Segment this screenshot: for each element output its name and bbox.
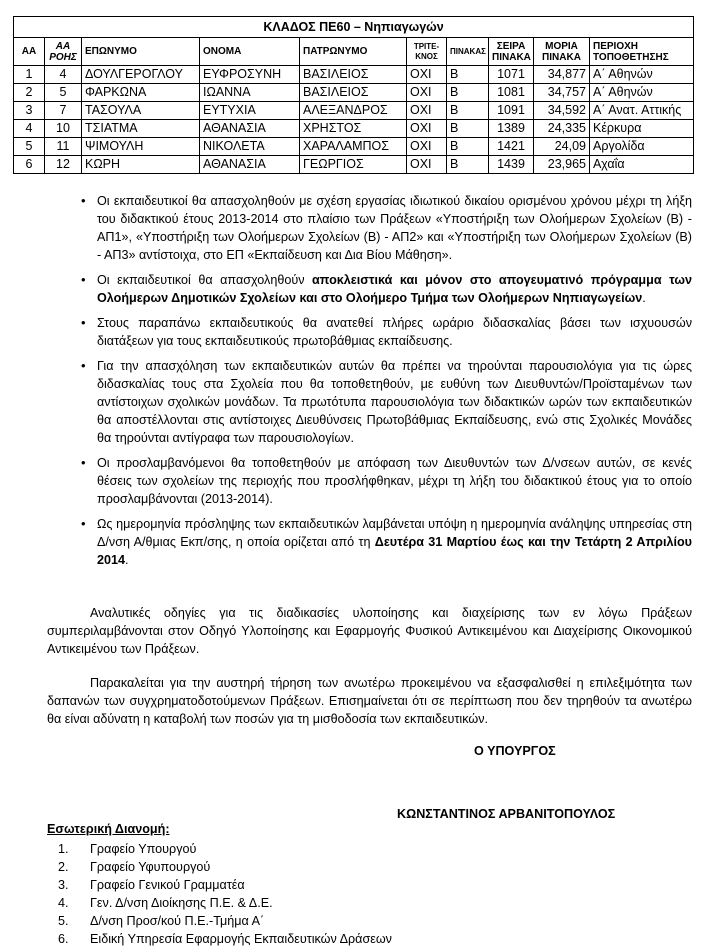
cell-aa-rois: 10 bbox=[45, 120, 82, 138]
condition-item bbox=[97, 192, 692, 264]
condition-item bbox=[97, 515, 692, 569]
cell-eponymo: ΚΩΡΗ bbox=[82, 156, 200, 174]
distribution-number: 6. bbox=[58, 932, 69, 946]
table-row bbox=[14, 120, 694, 138]
cell-aa-rois: 12 bbox=[45, 156, 82, 174]
cell-triteknos: ΟΧΙ bbox=[407, 120, 447, 138]
distribution-item bbox=[47, 858, 392, 876]
table-row bbox=[14, 138, 694, 156]
condition-text: Οι εκπαιδευτικοί θα απασχοληθούν bbox=[97, 273, 313, 287]
distribution-label: Γραφείο Υφυπουργού bbox=[90, 860, 211, 874]
signature-name: ΚΩΝΣΤΑΝΤΙΝΟΣ ΑΡΒΑΝΙΤΟΠΟΥΛΟΣ bbox=[397, 807, 616, 821]
cell-moria: 34,877 bbox=[534, 66, 590, 84]
cell-onoma: ΕΥΦΡΟΣΥΝΗ bbox=[200, 66, 300, 84]
guidelines-paragraph: Αναλυτικές οδηγίες για τις διαδικασίες υλοποίησης και διαχείρισης των εν λόγω Πράξεων συμπεριλαμβάνονται στον Οδηγό Υλοποίησης και Εφαρμογής Φυσικού Αντικειμένου και Διαχείρισης Οικονομικού Αντικειμένου των Πράξεων. bbox=[47, 606, 692, 656]
distribution-label: Ειδική Υπηρεσία Εφαρμογής Εκπαιδευτικών Δράσεων bbox=[90, 932, 392, 946]
cell-pinakas: Β bbox=[447, 66, 489, 84]
cell-moria: 34,757 bbox=[534, 84, 590, 102]
distribution-item bbox=[47, 894, 392, 912]
cell-aa-rois: 5 bbox=[45, 84, 82, 102]
distribution-label: Δ/νση Προσ/κού Π.Ε.-Τμήμα Α΄ bbox=[90, 914, 265, 928]
hiring-table bbox=[13, 16, 694, 174]
cell-seira: 1439 bbox=[489, 156, 534, 174]
compliance-paragraph: Παρακαλείται για την αυστηρή τήρηση των ανωτέρω προκειμένου να εξασφαλισθεί η επιλεξιμότητα των δαπανών των συγχρηματοδοτούμενων Πράξεων. Επισημαίνεται ότι σε περίπτωση που δεν τηρηθούν τα ανωτέρω θα είναι αδύνατη η καταβολή των ποσών για τη μισθοδοσία των εκπαιδευτικών. bbox=[47, 676, 692, 726]
table-caption: ΚΛΑΔΟΣ ΠΕ60 – Νηπιαγωγών bbox=[14, 17, 694, 38]
table-row bbox=[14, 84, 694, 102]
cell-patronymo: ΒΑΣΙΛΕΙΟΣ bbox=[300, 66, 407, 84]
cell-seira: 1091 bbox=[489, 102, 534, 120]
cell-seira: 1389 bbox=[489, 120, 534, 138]
distribution-item bbox=[47, 876, 392, 894]
cell-moria: 24,335 bbox=[534, 120, 590, 138]
cell-perioxi: Α΄ Αθηνών bbox=[590, 66, 694, 84]
distribution-item bbox=[47, 840, 392, 858]
cell-onoma: ΑΘΑΝΑΣΙΑ bbox=[200, 120, 300, 138]
condition-item bbox=[97, 314, 692, 350]
cell-seira: 1081 bbox=[489, 84, 534, 102]
cell-triteknos: ΟΧΙ bbox=[407, 102, 447, 120]
cell-moria: 23,965 bbox=[534, 156, 590, 174]
cell-triteknos: ΟΧΙ bbox=[407, 138, 447, 156]
condition-text: . bbox=[125, 553, 129, 567]
cell-triteknos: ΟΧΙ bbox=[407, 84, 447, 102]
cell-aa: 3 bbox=[14, 102, 45, 120]
distribution-item bbox=[47, 930, 392, 948]
cell-moria: 34,592 bbox=[534, 102, 590, 120]
cell-aa: 1 bbox=[14, 66, 45, 84]
distribution-label: Γεν. Δ/νση Διοίκησης Π.Ε. & Δ.Ε. bbox=[90, 896, 273, 910]
condition-item bbox=[97, 271, 692, 307]
cell-aa-rois: 4 bbox=[45, 66, 82, 84]
cell-pinakas: Β bbox=[447, 84, 489, 102]
cell-pinakas: Β bbox=[447, 138, 489, 156]
condition-text: . bbox=[642, 291, 646, 305]
cell-perioxi: Κέρκυρα bbox=[590, 120, 694, 138]
table-header-row bbox=[14, 38, 694, 66]
cell-aa-rois: 7 bbox=[45, 102, 82, 120]
cell-pinakas: Β bbox=[447, 102, 489, 120]
cell-onoma: ΕΥΤΥΧΙΑ bbox=[200, 102, 300, 120]
header-moria: ΜΟΡΙΑ ΠΙΝΑΚΑ bbox=[534, 38, 590, 66]
cell-triteknos: ΟΧΙ bbox=[407, 156, 447, 174]
cell-perioxi: Α΄ Ανατ. Αττικής bbox=[590, 102, 694, 120]
cell-seira: 1071 bbox=[489, 66, 534, 84]
condition-text: Για την απασχόληση των εκπαιδευτικών αυτών θα πρέπει να τηρούνται παρουσιολόγια για τις ώρες διδασκαλίας τους στα Σχολεία που θα τοποθετηθούν, με ευθύνη των Διευθυντών/Προϊσταμένων των αντίστοιχων σχολικών μονάδων. Τα πρωτότυπα παρουσιολόγια των διδακτικών ωρών των εκπαιδευτικών θα αποστέλλονται στις αντίστοιχες Διευθύνσεις Πρωτοβάθμιας Εκπαίδευσης, ενώ στις Σχολικές Μονάδες θα τηρούνται αντίγραφα των παρουσιολογίων. bbox=[97, 359, 692, 445]
cell-patronymo: ΧΑΡΑΛΑΜΠΟΣ bbox=[300, 138, 407, 156]
distribution-number: 2. bbox=[58, 860, 69, 874]
table-body bbox=[14, 66, 694, 174]
cell-patronymo: ΧΡΗΣΤΟΣ bbox=[300, 120, 407, 138]
cell-perioxi: Α΄ Αθηνών bbox=[590, 84, 694, 102]
cell-patronymo: ΑΛΕΞΑΝΔΡΟΣ bbox=[300, 102, 407, 120]
cell-pinakas: Β bbox=[447, 120, 489, 138]
cell-seira: 1421 bbox=[489, 138, 534, 156]
cell-eponymo: ΤΣΙΑΤΜΑ bbox=[82, 120, 200, 138]
cell-aa: 5 bbox=[14, 138, 45, 156]
distribution-title: Εσωτερική Διανομή: bbox=[47, 822, 170, 836]
cell-aa: 2 bbox=[14, 84, 45, 102]
condition-text: Οι εκπαιδευτικοί θα απασχοληθούν με σχέση εργασίας ιδιωτικού δικαίου ορισμένου χρόνου μέχρι τη λήξη του διδακτικού έτους 2013-2014 στο πλαίσιο των Πράξεων «Υποστήριξη των Ολοήμερων Σχολείων (Β) - ΑΠ1», «Υποστήριξη των Ολοήμερων Σχολείων (Β) - ΑΠ2» και «Υποστήριξη των Ολοήμερων Σχολείων (Β) - ΑΠ3» αντίστοιχα, στο ΕΠ «Εκπαίδευση και Δια Βίου Μάθηση». bbox=[97, 194, 692, 262]
distribution-item bbox=[47, 912, 392, 930]
cell-eponymo: ΦΑΡΚΩΝΑ bbox=[82, 84, 200, 102]
condition-item bbox=[97, 454, 692, 508]
condition-emphasis: αποκλειστικά και μόνον στο απογευματινό πρόγραμμα των Ολοήμερων Δημοτικών Σχολείων και στο Ολοήμερο Τμήμα των Ολοήμερων Νηπιαγωγείων bbox=[97, 273, 692, 305]
distribution-label: Γραφείο Υπουργού bbox=[90, 842, 197, 856]
condition-text: Ως ημερομηνία πρόσληψης των εκπαιδευτικών λαμβάνεται υπόψη η ημερομηνία ανάληψης υπηρεσίας στη Δ/νση Α/θμιας Εκπ/σης, η οποία ορίζεται από τη bbox=[97, 517, 692, 549]
cell-onoma: ΑΘΑΝΑΣΙΑ bbox=[200, 156, 300, 174]
cell-patronymo: ΓΕΩΡΓΙΟΣ bbox=[300, 156, 407, 174]
distribution-number: 3. bbox=[58, 878, 69, 892]
cell-triteknos: ΟΧΙ bbox=[407, 66, 447, 84]
cell-perioxi: Αχαΐα bbox=[590, 156, 694, 174]
condition-text: Στους παραπάνω εκπαιδευτικούς θα ανατεθεί πλήρες ωράριο διδασκαλίας βάσει των ισχυουσών διατάξεων για τους εκπαιδευτικούς πρωτοβάθμιας εκπαίδευσης. bbox=[97, 316, 692, 348]
cell-aa-rois: 11 bbox=[45, 138, 82, 156]
cell-aa: 4 bbox=[14, 120, 45, 138]
header-patronymo: ΠΑΤΡΩΝΥΜΟ bbox=[300, 38, 407, 66]
distribution-number: 4. bbox=[58, 896, 69, 910]
header-onoma: ΟΝΟΜΑ bbox=[200, 38, 300, 66]
signature-title: Ο ΥΠΟΥΡΓΟΣ bbox=[474, 744, 556, 758]
header-pinakas: ΠΙΝΑΚΑΣ bbox=[447, 38, 489, 66]
condition-text: Οι προσλαμβανόμενοι θα τοποθετηθούν με απόφαση των Διευθυντών των Δ/νσεων αυτών, σε κενές θέσεις των σχολείων της περιοχής που προσλήφθηκαν, μέχρι τη λήξη του διδακτικού έτους για το οποίο προσλαμβάνονται (2013-2014). bbox=[97, 456, 692, 506]
header-eponymo: ΕΠΩΝΥΜΟ bbox=[82, 38, 200, 66]
cell-moria: 24,09 bbox=[534, 138, 590, 156]
cell-pinakas: Β bbox=[447, 156, 489, 174]
cell-eponymo: ΤΑΣΟΥΛΑ bbox=[82, 102, 200, 120]
header-aa: ΑΑ bbox=[14, 38, 45, 66]
cell-eponymo: ΔΟΥΛΓΕΡΟΓΛΟΥ bbox=[82, 66, 200, 84]
cell-perioxi: Αργολίδα bbox=[590, 138, 694, 156]
table-caption-row bbox=[14, 17, 694, 38]
cell-eponymo: ΨΙΜΟΥΛΗ bbox=[82, 138, 200, 156]
condition-emphasis: Δευτέρα 31 Μαρτίου έως και την Τετάρτη 2 Απριλίου 2014 bbox=[97, 535, 692, 567]
table-row bbox=[14, 156, 694, 174]
distribution-list bbox=[47, 840, 392, 948]
header-triteknos: ΤΡΙΤΕ-ΚΝΟΣ bbox=[407, 38, 447, 66]
table-row bbox=[14, 102, 694, 120]
header-seira: ΣΕΙΡΑ ΠΙΝΑΚΑ bbox=[489, 38, 534, 66]
cell-onoma: ΙΩΑΝΝΑ bbox=[200, 84, 300, 102]
header-perioxi: ΠΕΡΙΟΧΗ ΤΟΠΟΘΕΤΗΣΗΣ bbox=[590, 38, 694, 66]
distribution-label: Γραφείο Γενικού Γραμματέα bbox=[90, 878, 245, 892]
table-row bbox=[14, 66, 694, 84]
conditions-list bbox=[97, 192, 692, 576]
condition-item bbox=[97, 357, 692, 447]
cell-aa: 6 bbox=[14, 156, 45, 174]
distribution-number: 5. bbox=[58, 914, 69, 928]
header-aa-rois: ΑΑ ΡΟΗΣ bbox=[45, 38, 82, 66]
cell-patronymo: ΒΑΣΙΛΕΙΟΣ bbox=[300, 84, 407, 102]
cell-onoma: ΝΙΚΟΛΕΤΑ bbox=[200, 138, 300, 156]
distribution-number: 1. bbox=[58, 842, 69, 856]
